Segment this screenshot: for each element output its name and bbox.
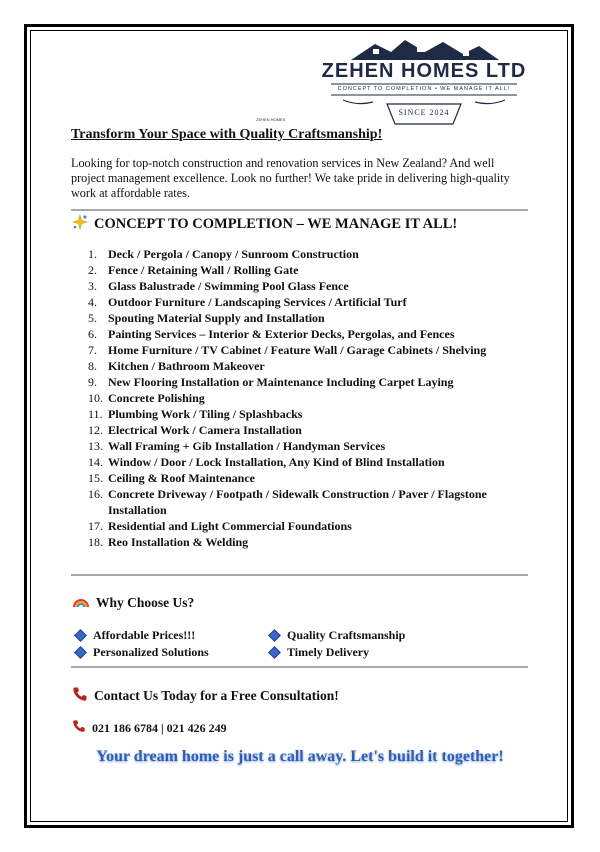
list-item: 2. Fence / Retaining Wall / Rolling Gate	[88, 263, 299, 277]
list-item: 9. New Flooring Installation or Maintenance Including Carpet Laying	[88, 375, 454, 389]
list-item: Timely Delivery	[268, 644, 488, 660]
list-item: 7. Home Furniture / TV Cabinet / Feature Wall / Garage Cabinets / Shelving	[88, 343, 487, 357]
list-item: 1. Deck / Pergola / Canopy / Sunroom Construction	[88, 247, 359, 261]
phone-numbers	[72, 719, 227, 737]
phone-icon	[72, 686, 88, 706]
logo-tagline: CONCEPT TO COMPLETION • WE MANAGE IT ALL!	[337, 86, 511, 92]
list-item: 16. Concrete Driveway / Footpath / Sidewalk Construction / Paver / Flagstone Installation	[88, 487, 487, 517]
list-item: 6. Painting Services – Interior & Exterior Decks, Pergolas, and Fences	[88, 327, 455, 341]
list-item: Quality Craftsmanship	[268, 627, 488, 643]
divider	[71, 666, 528, 668]
sparkle-icon	[72, 214, 88, 235]
divider	[71, 574, 528, 576]
phone-text: 021 186 6784 | 021 426 249	[92, 720, 227, 735]
page-headline: Transform Your Space with Quality Craftsmanship!	[71, 127, 383, 142]
intro-paragraph: Looking for top-notch construction and renovation services in New Zealand? And well project management excellence. Look no further! We take pride in delivering high-quality work at affordable rates.	[71, 156, 510, 200]
list-item: Affordable Prices!!!	[74, 627, 268, 643]
divider	[71, 209, 528, 211]
services-heading	[72, 214, 457, 235]
list-item: 17. Residential and Light Commercial Foundations	[88, 519, 352, 533]
why-heading	[72, 594, 194, 612]
list-item: 5. Spouting Material Supply and Installation	[88, 311, 325, 325]
rainbow-icon	[72, 594, 90, 612]
list-item: 18. Reo Installation & Welding	[88, 535, 249, 549]
logo-company-name: ZEHEN HOMES LTD	[321, 60, 527, 82]
list-item: 11. Plumbing Work / Tiling / Splashbacks	[88, 407, 303, 421]
logo-since-badge: SINCE 2024	[398, 108, 450, 117]
services-list	[88, 246, 528, 550]
list-item: 8. Kitchen / Bathroom Makeover	[88, 359, 265, 373]
list-item: 12. Electrical Work / Camera Installation	[88, 423, 302, 437]
phone-icon	[72, 719, 86, 737]
why-title: Why Choose Us?	[96, 595, 195, 610]
list-item: 10. Concrete Polishing	[88, 391, 205, 405]
list-item: 3. Glass Balustrade / Swimming Pool Glass Fence	[88, 279, 349, 293]
tiny-caption: ZEHEN HOMES	[256, 117, 286, 122]
diamond-icon	[268, 646, 281, 659]
contact-title: Contact Us Today for a Free Consultation!	[94, 688, 339, 703]
slogan: Your dream home is just a call away. Let's build it together!	[96, 748, 504, 765]
list-item: Personalized Solutions	[74, 644, 268, 660]
why-list	[74, 627, 494, 660]
list-item: 14. Window / Door / Lock Installation, Any Kind of Blind Installation	[88, 455, 445, 469]
contact-heading	[72, 686, 339, 706]
diamond-icon	[74, 629, 87, 642]
list-item: 4. Outdoor Furniture / Landscaping Services / Artificial Turf	[88, 295, 407, 309]
list-item: 15. Ceiling & Roof Maintenance	[88, 471, 255, 485]
company-logo	[313, 38, 535, 130]
list-item: 13. Wall Framing + Gib Installation / Handyman Services	[88, 439, 386, 453]
diamond-icon	[74, 646, 87, 659]
diamond-icon	[268, 629, 281, 642]
services-title: CONCEPT TO COMPLETION – WE MANAGE IT ALL!	[94, 216, 458, 232]
